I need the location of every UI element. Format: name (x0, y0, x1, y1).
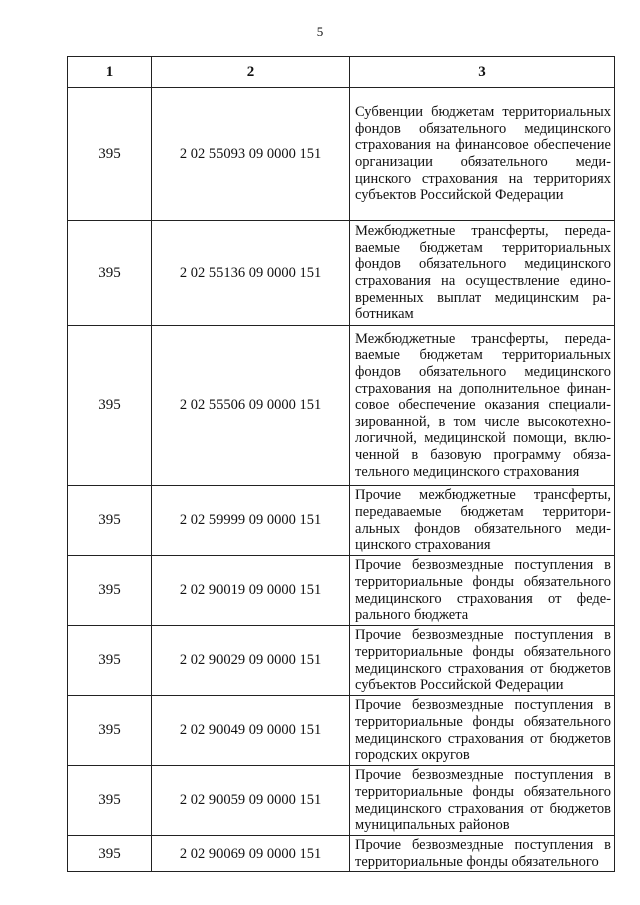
description-text: Прочие безвозмездные поступления в территориальные фонды обязательного медицинского страхования от бюджетов субъектов Российской Федерации (355, 627, 611, 694)
income-code-cell: 2 02 55506 09 0000 151 (152, 326, 350, 486)
table-row (68, 696, 615, 766)
column-header-1: 1 (68, 57, 152, 88)
description-cell (350, 88, 615, 221)
description-cell (350, 486, 615, 556)
admin-code-cell: 395 (68, 221, 152, 326)
admin-code-cell: 395 (68, 326, 152, 486)
table-row (68, 836, 615, 872)
description-text: Межбюджетные трансферты, передаваемые бюджетам территориальных фондов обязательного медицинского страхования на осуществление единовременных выплат медицинским работникам (355, 223, 611, 323)
budget-codes-table (67, 56, 615, 872)
column-header-2: 2 (152, 57, 350, 88)
income-code-cell: 2 02 90049 09 0000 151 (152, 696, 350, 766)
income-code-cell: 2 02 90019 09 0000 151 (152, 556, 350, 626)
admin-code-cell: 395 (68, 88, 152, 221)
description-text: Прочие безвозмездные поступления в территориальные фонды обязательного (355, 837, 611, 870)
income-code-cell: 2 02 90069 09 0000 151 (152, 836, 350, 872)
description-text: Субвенции бюджетам территориальных фондов обязательного медицинского страхования на финансовое обеспечение организации обязательного медицинского страхования на территориях субъектов Российской Федерации (355, 104, 611, 204)
admin-code-cell: 395 (68, 556, 152, 626)
description-cell (350, 696, 615, 766)
table-row (68, 486, 615, 556)
income-code-cell: 2 02 55136 09 0000 151 (152, 221, 350, 326)
table-row (68, 626, 615, 696)
admin-code-cell: 395 (68, 626, 152, 696)
income-code-cell: 2 02 90029 09 0000 151 (152, 626, 350, 696)
description-text: Межбюджетные трансферты, передаваемые бюджетам территориальных фондов обязательного медицинского страхования на дополнительное финансовое обеспечение оказания специализированной, в том числе высокотехнологичной, медицинской помощи, включенной в базовую программу обязательного медицинского страхования (355, 330, 611, 480)
description-text: Прочие безвозмездные поступления в территориальные фонды обязательного медицинского страхования от бюджетов муниципальных районов (355, 767, 611, 834)
income-code-cell: 2 02 90059 09 0000 151 (152, 766, 350, 836)
description-text: Прочие межбюджетные трансферты, передаваемые бюджетам территориальных фондов обязательного медицинского страхования (355, 487, 611, 554)
description-cell (350, 221, 615, 326)
description-cell (350, 766, 615, 836)
admin-code-cell: 395 (68, 696, 152, 766)
description-cell (350, 626, 615, 696)
description-cell (350, 326, 615, 486)
column-header-3: 3 (350, 57, 615, 88)
table-row (68, 221, 615, 326)
table-row (68, 326, 615, 486)
description-cell (350, 556, 615, 626)
table-header-row (68, 57, 615, 88)
description-text: Прочие безвозмездные поступления в территориальные фонды обязательного медицинского страхования от федерального бюджета (355, 557, 611, 624)
table-row (68, 766, 615, 836)
income-code-cell: 2 02 59999 09 0000 151 (152, 486, 350, 556)
table-row (68, 88, 615, 221)
income-code-cell: 2 02 55093 09 0000 151 (152, 88, 350, 221)
table-row (68, 556, 615, 626)
description-text: Прочие безвозмездные поступления в территориальные фонды обязательного медицинского страхования от бюджетов городских округов (355, 697, 611, 764)
admin-code-cell: 395 (68, 836, 152, 872)
admin-code-cell: 395 (68, 766, 152, 836)
admin-code-cell: 395 (68, 486, 152, 556)
page-number: 5 (316, 24, 324, 39)
description-cell (350, 836, 615, 872)
